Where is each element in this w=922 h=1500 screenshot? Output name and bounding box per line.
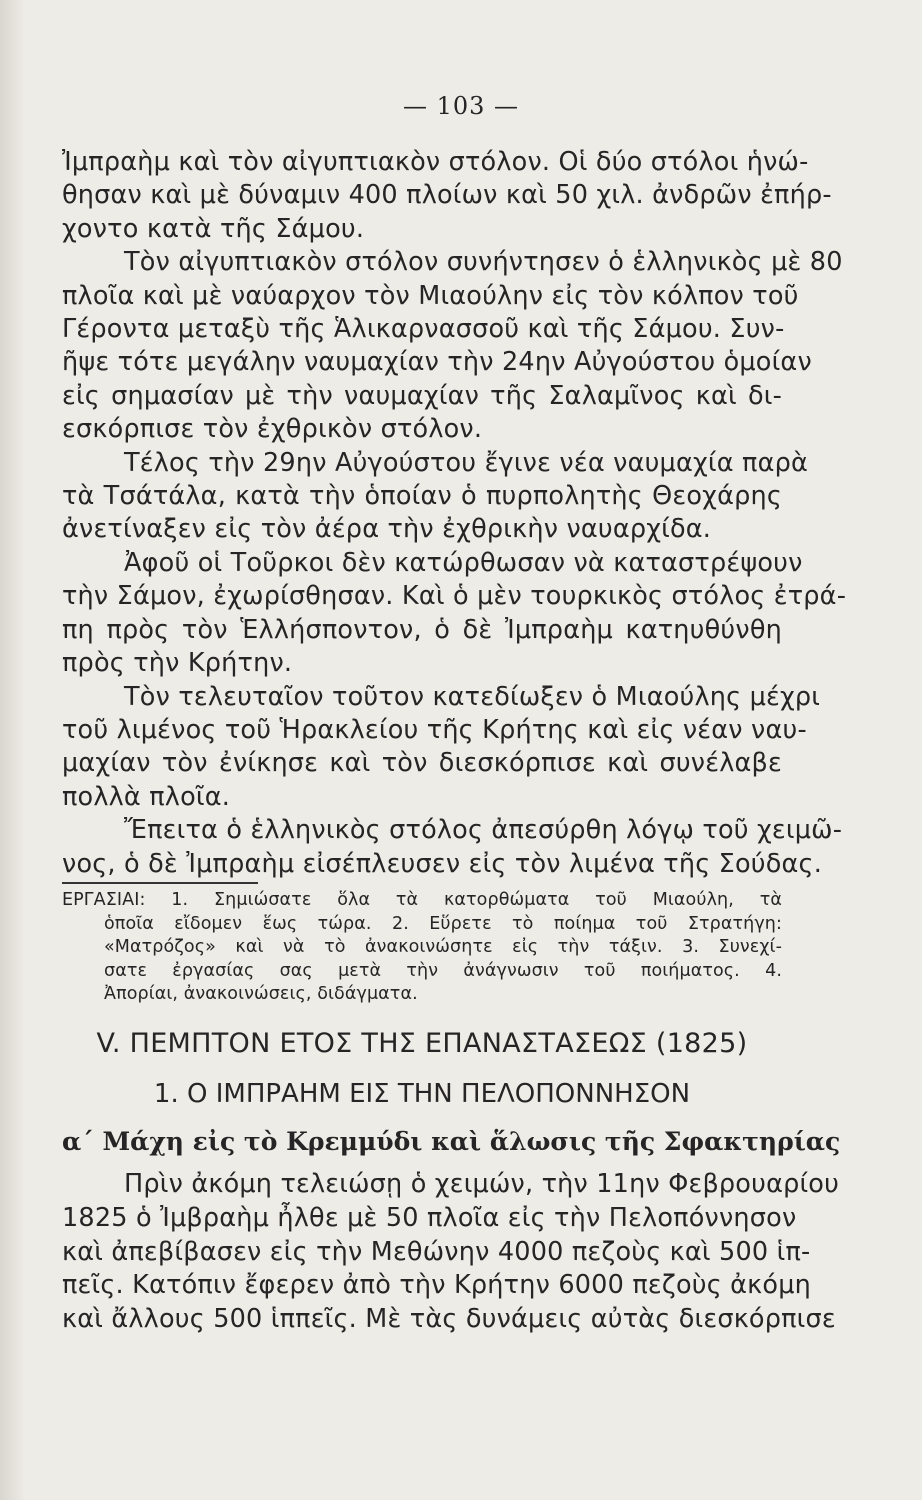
exercise-line: σατε ἐργασίας σας μετὰ τὴν ἀνάγνωσιν τοῦ ποιήματος. 4.	[104, 960, 782, 981]
footnote-divider	[62, 882, 258, 884]
text-line: Τὸν τελευταῖον τοῦτον κατεδίωξεν ὁ Μιαούλης μέχρι	[124, 681, 821, 712]
text-line: Τὸν αἰγυπτιακὸν στόλον συνήντησεν ὁ ἑλληνικὸς μὲ 80	[124, 247, 843, 278]
text-line: ῆψε τότε μεγάλην ναυμαχίαν τὴν 24ην Αὐγούστου ὁμοίαν	[62, 347, 812, 378]
text-line: πλοῖα καὶ μὲ ναύαρχον τὸν Μιαούλην εἰς τὸν κόλπον τοῦ	[62, 280, 799, 311]
text-line: Ἀφοῦ οἱ Τοῦρκοι δὲν κατώρθωσαν νὰ καταστρέψουν	[124, 547, 803, 578]
text-line: καὶ ἀπεβίβασεν εἰς τὴν Μεθώνην 4000 πεζοὺς καὶ 500 ἱπ-	[62, 1236, 811, 1267]
subheading: α΄ Μάχη εἰς τὸ Κρεμμύδι καὶ ἅλωσις τῆς Σφακτηρίας	[62, 1127, 841, 1156]
main-text	[62, 146, 847, 881]
chapter-title: 1. Ο ΙΜΠΡΑΗΜ ΕΙΣ ΤΗΝ ΠΕΛΟΠΟΝΝΗΣΟΝ	[153, 1079, 691, 1109]
exercise-line: Ἀπορίαι, ἀνακοινώσεις, διδάγματα.	[104, 984, 418, 1004]
text-line: τὰ Τσάτάλα, κατὰ τὴν ὁποίαν ὁ πυρπολητὴς Θεοχάρης	[62, 481, 782, 512]
text-line: εἰς σημασίαν μὲ τὴν ναυμαχίαν τῆς Σαλαμῖνος καὶ δι-	[62, 380, 782, 411]
text-line: πη πρὸς τὸν Ἑλλήσποντον, ὁ δὲ Ἰμπραὴμ κατηυθύνθη	[62, 614, 782, 645]
text-line: πεῖς. Κατόπιν ἔφερεν ἀπὸ τὴν Κρήτην 6000 πεζοὺς ἀκόμη	[62, 1270, 811, 1301]
binding-shadow	[0, 0, 26, 1500]
text-line: χοντο κατὰ τῆς Σάμου.	[62, 213, 365, 244]
text-line: Ἰμπραὴμ καὶ τὸν αἰγυπτιακὸν στόλον. Οἱ δύο στόλοι ἡνώ-	[62, 147, 809, 177]
section-text	[62, 1168, 840, 1337]
text-line: Ἔπειτα ὁ ἑλληνικὸς στόλος ἀπεσύρθη λόγῳ τοῦ χειμῶ-	[124, 815, 843, 846]
exercises-block	[62, 889, 782, 1007]
text-line: Τέλος τὴν 29ην Αὐγούστου ἔγινε νέα ναυμαχία παρὰ	[124, 447, 809, 478]
text-line: τοῦ λιμένος τοῦ Ἡρακλείου τῆς Κρήτης καὶ εἰς νέαν ναυ-	[62, 714, 807, 745]
text-line: τὴν Σάμον, ἐχωρίσθησαν. Καὶ ὁ μὲν τουρκικὸς στόλος ἐτρά-	[62, 581, 847, 612]
text-line: καὶ ἄλλους 500 ἱππεῖς. Μὲ τὰς δυνάμεις αὐτὰς διεσκόρπισε	[62, 1304, 836, 1335]
page-number: — 103 —	[402, 92, 520, 120]
text-line: Πρὶν ἀκόμη τελειώσῃ ὁ χειμών, τὴν 11ην Φεβρουαρίου	[124, 1169, 840, 1199]
text-line: θησαν καὶ μὲ δύναμιν 400 πλοίων καὶ 50 χιλ. ἀνδρῶν ἐπήρ-	[62, 180, 832, 211]
exercise-line: «Ματρόζος» καὶ νὰ τὸ ἀνακοινώσητε εἰς τὴν τάξιν. 3. Συνεχί-	[104, 937, 782, 957]
text-line: Γέροντα μεταξὺ τῆς Ἁλικαρνασσοῦ καὶ τῆς Σάμου. Συν-	[62, 314, 785, 345]
exercise-line: ΕΡΓΑΣΙΑΙ: 1. Σημιώσατε ὅλα τὰ κατορθώματα τοῦ Μιαούλη, τὰ	[62, 890, 782, 910]
text-line: πρὸς τὴν Κρήτην.	[62, 648, 293, 679]
text-line: πολλὰ πλοῖα.	[62, 781, 231, 812]
section-title: V. ΠΕΜΠΤΟΝ ΕΤΟΣ ΤΗΣ ΕΠΑΝΑΣΤΑΣΕΩΣ (1825)	[96, 1028, 748, 1059]
exercise-line: ὁποῖα εἴδομεν ἕως τώρα. 2. Εὕρετε τὸ ποίημα τοῦ Στρατήγη:	[104, 913, 782, 934]
text-line: εσκόρπισε τὸν ἐχθρικὸν στόλον.	[62, 414, 483, 445]
text-line: 1825 ὁ Ἰμβραὴμ ἦλθε μὲ 50 πλοῖα εἰς τὴν Πελοπόννησον	[62, 1202, 797, 1233]
text-line: μαχίαν τὸν ἐνίκησε καὶ τὸν διεσκόρπισε καὶ συνέλαβε	[62, 748, 782, 779]
text-line: νος, ὁ δὲ Ἰμπραὴμ εἰσέπλευσεν εἰς τὸν λιμένα τῆς Σούδας.	[62, 848, 823, 879]
text-line: ἀνετίναξεν εἰς τὸν ἀέρα τὴν ἐχθρικὴν ναυαρχίδα.	[62, 514, 712, 545]
